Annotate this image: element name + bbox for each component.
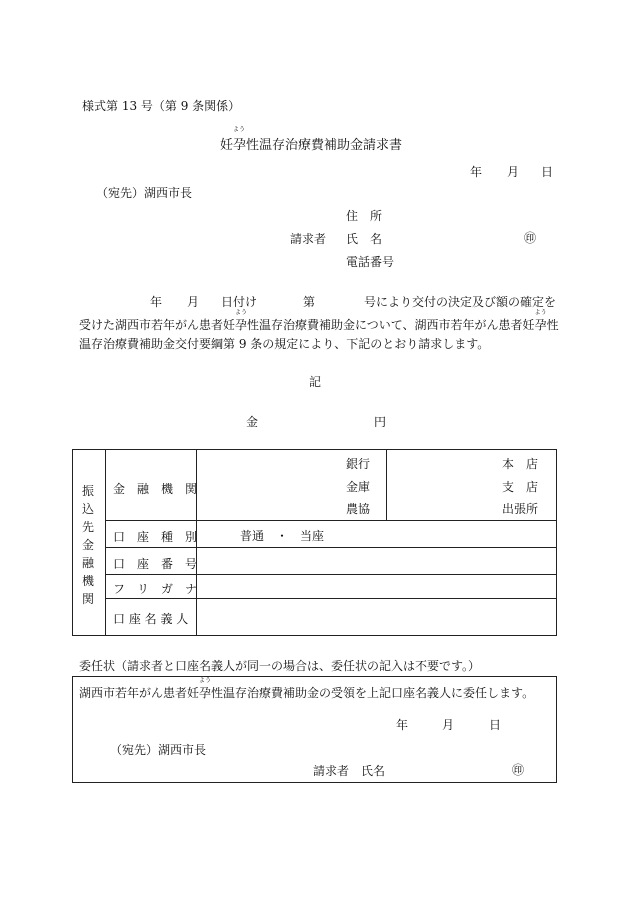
branch-type-main: 本 店 [502,457,539,471]
seal-mark: ㊞ [524,231,537,245]
account-type-label: 口 座 種 別 [113,530,198,544]
body-ruby-1-text: よう [235,309,248,316]
account-type-value: 普通 ・ 当座 [240,529,325,543]
proxy-ruby [199,677,212,701]
branch-type-office: 出張所 [502,502,539,516]
institution-type-bank: 銀行 [346,457,371,471]
body-year: 年 [150,295,163,309]
body-ruby-2-text: よう [534,309,547,316]
body-day-dated: 日付け [221,295,258,309]
addressee: （宛先）湖西市長 [96,186,193,200]
body-line2-part-b: 性温存治療費補助金について、湖西市若年がん患者妊 [247,318,535,332]
phone-label: 電話番号 [346,255,395,269]
body-dai: 第 [303,295,316,309]
account-holder-label: 口 座 名 義 人 [113,612,189,626]
account-number-label: 口 座 番 号 [113,557,198,571]
proxy-date-month: 月 [442,718,455,732]
table-vline-branch [386,449,387,520]
title-part-1: 妊 [220,138,234,153]
proxy-date-year: 年 [396,718,409,732]
branch-type-branch: 支 店 [502,480,539,494]
institution-label: 金 融 機 関 [113,482,198,496]
furigana-label: フ リ ガ ナ [113,582,198,596]
date-year: 年 [470,165,483,179]
proxy-addressee: （宛先）湖西市長 [110,743,207,757]
document-title [220,126,403,153]
date-day: 日 [541,165,554,179]
table-hline-2 [105,547,557,548]
title-part-2: 性温存治療費補助金請求書 [246,138,403,153]
body-line1-rest: 号により交付の決定及び額の確定を [364,295,557,309]
body-ruby-1-base: 孕 [235,318,248,332]
ki-marker: 記 [309,375,322,389]
amount-kin: 金 [246,415,259,429]
name-label: 氏 名 [346,232,383,246]
title-ruby-text: よう [233,126,246,133]
proxy-ruby-base: 孕 [199,686,212,700]
institution-type-nokyo: 農協 [346,502,371,516]
form-number: 様式第 13 号（第 9 条関係） [82,99,241,113]
institution-type-shinkin: 金庫 [346,480,371,494]
proxy-ruby-text: よう [199,677,212,684]
body-line2-part-c: 性 [546,318,559,332]
body-line2-part-a: 受けた湖西市若年がん患者妊 [79,318,236,332]
proxy-signer: 請求者 氏名 [313,764,386,778]
amount-yen: 円 [374,415,387,429]
table-vline-side [105,449,106,636]
proxy-seal-mark: ㊞ [512,763,525,777]
proxy-text [79,677,535,701]
body-line2 [79,309,559,333]
proxy-text-part-1: 湖西市若年がん患者妊 [79,686,200,700]
body-month: 月 [187,295,200,309]
body-line3: 温存治療費補助金交付要綱第 9 条の規定により、下記のとおり請求します。 [79,337,490,351]
title-ruby [233,126,247,153]
title-ruby-base: 孕 [233,138,247,153]
proxy-date-day: 日 [489,718,502,732]
date-month: 月 [507,165,520,179]
body-ruby-2 [534,309,547,333]
body-ruby-2-base: 孕 [534,318,547,332]
body-ruby-1 [235,309,248,333]
proxy-text-part-2: 性温存治療費補助金の受領を上記口座名義人に委任します。 [211,686,535,700]
proxy-heading: 委任状（請求者と口座名義人が同一の場合は、委任状の記入は不要です。） [79,659,481,673]
address-label: 住 所 [346,209,383,223]
table-hline-4 [105,598,557,599]
applicant-role-label: 請求者 [290,232,327,246]
table-hline-3 [105,574,557,575]
bank-side-label: 振込先金融機関 [82,484,95,606]
table-hline-1 [105,520,557,521]
